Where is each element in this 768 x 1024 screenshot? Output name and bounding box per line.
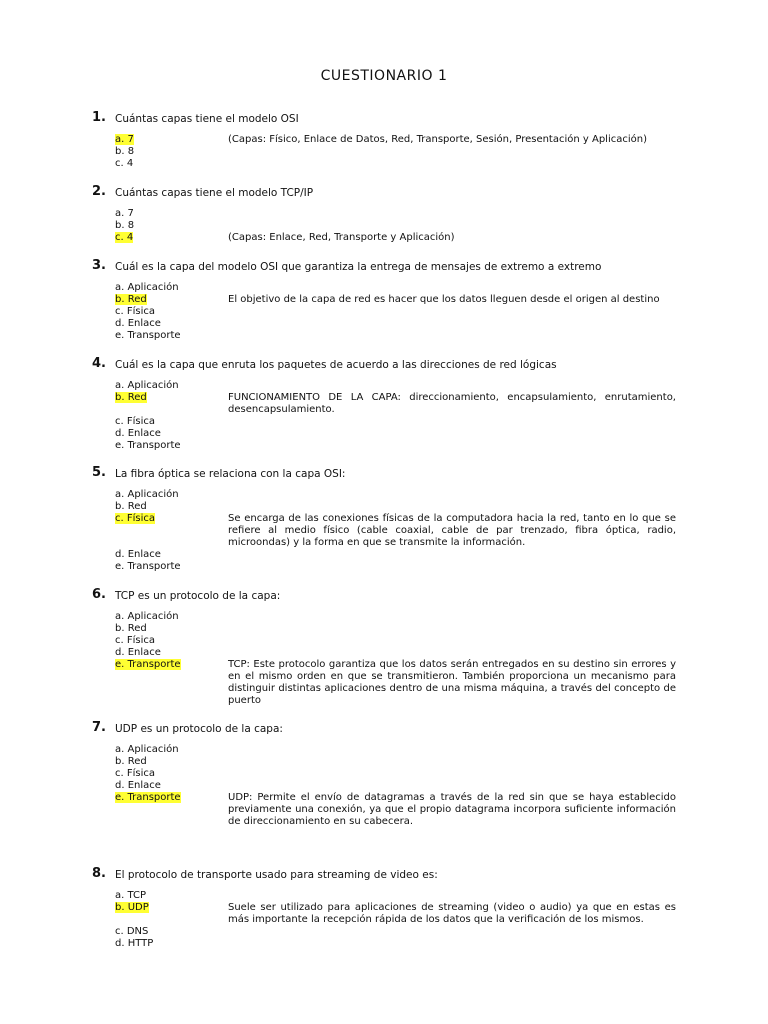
answer-explanation: (Capas: Físico, Enlace de Datos, Red, Transporte, Sesión, Presentación y Aplicación)	[228, 134, 647, 145]
answer-option-row	[0, 428, 768, 440]
question-number: 3.	[92, 258, 106, 273]
answer-option	[115, 611, 179, 623]
answer-label: b. Red	[115, 501, 147, 512]
answer-option-row	[0, 561, 768, 573]
answer-label: e. Transporte	[115, 659, 181, 670]
answer-option	[115, 756, 147, 768]
question-header	[0, 356, 768, 380]
answer-option-row	[0, 635, 768, 647]
answer-option	[115, 744, 179, 756]
answer-option-row	[0, 647, 768, 659]
question-number: 7.	[92, 720, 106, 735]
answer-label: a. 7	[115, 208, 134, 219]
question	[0, 465, 768, 573]
question	[0, 720, 768, 828]
question	[0, 587, 768, 707]
answer-label: d. Enlace	[115, 428, 161, 439]
answer-label: c. DNS	[115, 926, 149, 937]
answer-option-row	[0, 282, 768, 294]
answer-option-row	[0, 744, 768, 756]
answer-option	[115, 623, 147, 635]
answer-label: e. Transporte	[115, 330, 181, 341]
answer-option-row	[0, 756, 768, 768]
answer-explanation: UDP: Permite el envío de datagramas a través de la red sin que se haya establecido previamente una conexión, ya que el propio datagrama incorpora suficiente información de direccionamiento en su cabecera.	[228, 792, 676, 827]
answer-option-row	[0, 780, 768, 792]
answer-option	[115, 208, 134, 220]
answer-option	[115, 926, 148, 938]
answer-option	[115, 416, 155, 428]
correct-answer	[115, 232, 133, 244]
answer-option	[115, 647, 161, 659]
answer-option-row	[0, 220, 768, 232]
answer-option-row	[0, 549, 768, 561]
answer-option-row	[0, 208, 768, 220]
answer-label: d. Enlace	[115, 318, 161, 329]
answer-explanation: Suele ser utilizado para aplicaciones de streaming (video o audio) ya que en estas es más importante la recepción rápida de los datos que la verificación de los mismos.	[228, 902, 676, 925]
question-header	[0, 258, 768, 282]
answer-label: b. Red	[115, 623, 147, 634]
answer-option	[115, 146, 134, 158]
answer-label: a. Aplicación	[115, 611, 179, 622]
answer-option	[115, 938, 153, 950]
question-header	[0, 465, 768, 489]
answer-explanation: TCP: Este protocolo garantiza que los datos serán entregados en su destino sin errores y en el mismo orden en que se transmitieron. También proporciona un mecanismo para distinguir distintas aplicaciones dentro de una misma máquina, a través del concepto de puerto	[228, 659, 676, 706]
answer-options	[0, 282, 768, 342]
question-header	[0, 866, 768, 890]
answer-option-row	[0, 134, 768, 146]
answer-option	[115, 330, 181, 342]
answer-option-row	[0, 392, 768, 416]
answer-label: c. Física	[115, 768, 155, 779]
answer-option-row	[0, 306, 768, 318]
question	[0, 258, 768, 342]
answer-option	[115, 635, 155, 647]
answer-label: a. 7	[115, 134, 134, 145]
correct-answer	[115, 392, 147, 404]
answer-label: a. Aplicación	[115, 282, 179, 293]
question-text: Cuántas capas tiene el modelo OSI	[115, 113, 299, 125]
answer-label: c. Física	[115, 513, 155, 524]
answer-option	[115, 440, 181, 452]
answer-option-row	[0, 623, 768, 635]
answer-option-row	[0, 768, 768, 780]
answer-label: c. Física	[115, 635, 155, 646]
answer-option-row	[0, 146, 768, 158]
answer-option	[115, 561, 181, 573]
answer-option	[115, 768, 155, 780]
answer-label: d. Enlace	[115, 647, 161, 658]
question-number: 8.	[92, 866, 106, 881]
answer-options	[0, 611, 768, 707]
question	[0, 356, 768, 452]
question-number: 6.	[92, 587, 106, 602]
correct-answer	[115, 792, 181, 804]
answer-option-row	[0, 158, 768, 170]
answer-label: e. Transporte	[115, 792, 181, 803]
answer-label: c. Física	[115, 306, 155, 317]
answer-explanation: FUNCIONAMIENTO DE LA CAPA: direccionamiento, encapsulamiento, enrutamiento, desencapsulamiento.	[228, 392, 676, 415]
answer-option	[115, 220, 134, 232]
answer-option-row	[0, 659, 768, 707]
answer-label: b. UDP	[115, 902, 149, 913]
answer-option	[115, 489, 179, 501]
question-text: La fibra óptica se relaciona con la capa OSI:	[115, 468, 346, 480]
answer-label: a. Aplicación	[115, 380, 179, 391]
answer-option-row	[0, 611, 768, 623]
question-text: Cuál es la capa que enruta los paquetes de acuerdo a las direcciones de red lógicas	[115, 359, 557, 371]
answer-label: a. Aplicación	[115, 744, 179, 755]
answer-label: c. Física	[115, 416, 155, 427]
answer-option-row	[0, 232, 768, 244]
answer-option	[115, 306, 155, 318]
question-header	[0, 587, 768, 611]
answer-option-row	[0, 416, 768, 428]
answer-explanation: (Capas: Enlace, Red, Transporte y Aplicación)	[228, 232, 455, 243]
correct-answer	[115, 134, 134, 146]
answer-option	[115, 890, 146, 902]
answer-option-row	[0, 792, 768, 828]
question-number: 5.	[92, 465, 106, 480]
answer-label: b. Red	[115, 392, 147, 403]
question-number: 1.	[92, 110, 106, 125]
question-header	[0, 184, 768, 208]
answer-option	[115, 282, 179, 294]
answer-option	[115, 501, 147, 513]
answer-label: b. 8	[115, 146, 135, 157]
answer-option-row	[0, 294, 768, 306]
answer-option-row	[0, 926, 768, 938]
question-text: El protocolo de transporte usado para streaming de video es:	[115, 869, 438, 881]
answer-label: b. Red	[115, 294, 147, 305]
answer-explanation: Se encarga de las conexiones físicas de la computadora hacia la red, tanto en lo que se refiere al medio físico (cable coaxial, cable de par trenzado, fibra óptica, radio, microondas) y la forma en que se transmite la información.	[228, 513, 676, 548]
answer-label: d. Enlace	[115, 780, 161, 791]
answer-options	[0, 380, 768, 452]
question-number: 4.	[92, 356, 106, 371]
answer-label: b. 8	[115, 220, 135, 231]
correct-answer	[115, 513, 155, 525]
answer-option-row	[0, 440, 768, 452]
answer-explanation: El objetivo de la capa de red es hacer que los datos lleguen desde el origen al destino	[228, 294, 660, 305]
answer-options	[0, 489, 768, 573]
answer-option-row	[0, 489, 768, 501]
question-text: UDP es un protocolo de la capa:	[115, 723, 283, 735]
question-text: TCP es un protocolo de la capa:	[115, 590, 281, 602]
answer-option	[115, 318, 161, 330]
answer-option-row	[0, 330, 768, 342]
answer-option	[115, 158, 133, 170]
question	[0, 866, 768, 950]
answer-option	[115, 380, 179, 392]
answer-label: e. Transporte	[115, 440, 181, 451]
correct-answer	[115, 902, 149, 914]
answer-option-row	[0, 890, 768, 902]
answer-label: c. 4	[115, 158, 134, 169]
answer-options	[0, 744, 768, 828]
answer-option	[115, 549, 161, 561]
answer-label: c. 4	[115, 232, 134, 243]
question-header	[0, 720, 768, 744]
answer-label: e. Transporte	[115, 561, 181, 572]
question-header	[0, 110, 768, 134]
answer-label: d. Enlace	[115, 549, 161, 560]
question	[0, 184, 768, 244]
answer-option-row	[0, 318, 768, 330]
answer-options	[0, 890, 768, 950]
answer-options	[0, 134, 768, 170]
question	[0, 110, 768, 170]
answer-option	[115, 780, 161, 792]
page-title: CUESTIONARIO 1	[320, 68, 448, 84]
correct-answer	[115, 294, 147, 306]
answer-option-row	[0, 513, 768, 549]
answer-option-row	[0, 380, 768, 392]
question-text: Cuál es la capa del modelo OSI que garantiza la entrega de mensajes de extremo a extremo	[115, 261, 602, 273]
answer-option-row	[0, 938, 768, 950]
answer-option	[115, 428, 161, 440]
answer-label: d. HTTP	[115, 938, 154, 949]
answer-option-row	[0, 501, 768, 513]
question-number: 2.	[92, 184, 106, 199]
answer-option-row	[0, 902, 768, 926]
answer-options	[0, 208, 768, 244]
answer-label: a. Aplicación	[115, 489, 179, 500]
answer-label: b. Red	[115, 756, 147, 767]
answer-label: a. TCP	[115, 890, 147, 901]
correct-answer	[115, 659, 181, 671]
question-text: Cuántas capas tiene el modelo TCP/IP	[115, 187, 314, 199]
